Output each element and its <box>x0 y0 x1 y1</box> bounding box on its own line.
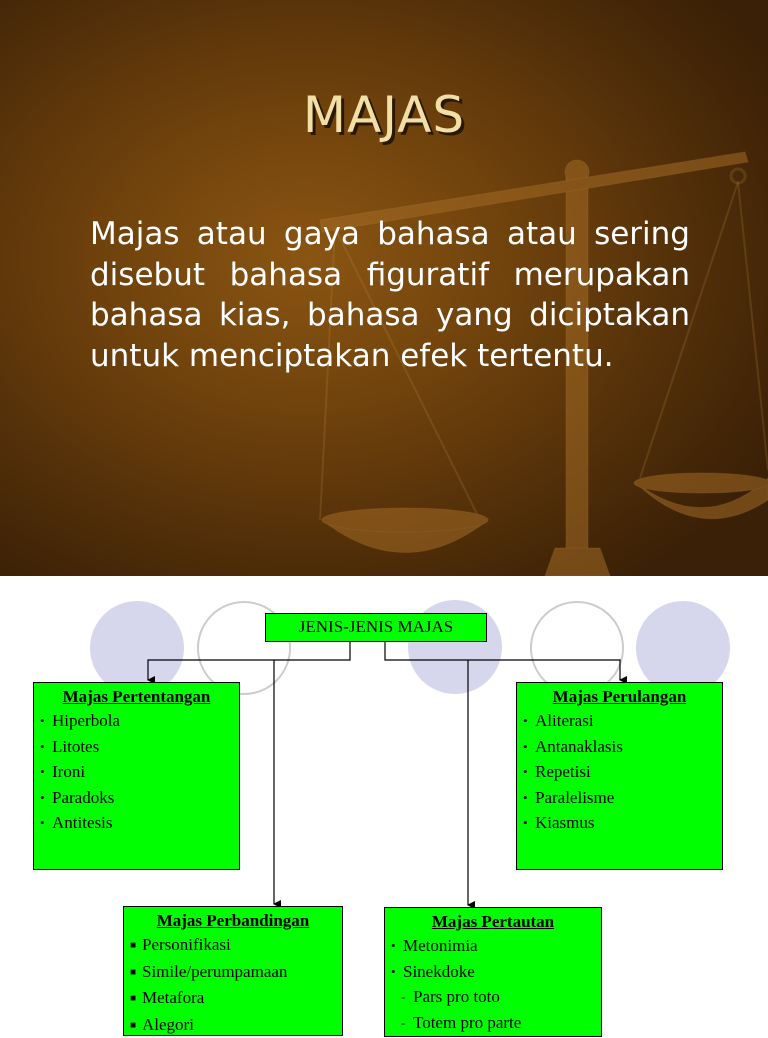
bullet-dot-icon: • <box>523 708 535 734</box>
item-list <box>124 932 342 1038</box>
root-node-jenis-jenis-majas: JENIS-JENIS MAJAS <box>265 613 487 642</box>
bullet-dot-icon: • <box>40 785 52 811</box>
bullet-square-icon: ■ <box>130 1013 142 1038</box>
list-item: • Metonimia <box>391 933 601 959</box>
list-item: • Paradoks <box>40 785 239 811</box>
list-item: • Ironi <box>40 759 239 785</box>
list-item: • Antanaklasis <box>523 734 722 760</box>
bullet-dot-icon: • <box>523 810 535 836</box>
box-title: Majas Perbandingan <box>124 907 342 932</box>
item-list <box>517 708 722 836</box>
list-item: • Sinekdoke <box>391 959 601 985</box>
item-list <box>385 933 601 1035</box>
box-title: Majas Perulangan <box>517 683 722 708</box>
bullet-square-icon: ■ <box>130 960 142 986</box>
box-majas-perbandingan <box>123 906 343 1036</box>
list-item: ■ Alegori <box>130 1012 342 1038</box>
list-item: • Litotes <box>40 734 239 760</box>
dash-marker-icon: - <box>401 1010 413 1036</box>
list-item: ■ Simile/perumpamaan <box>130 959 342 986</box>
dash-marker-icon: - <box>401 984 413 1010</box>
list-item: • Aliterasi <box>523 708 722 734</box>
list-subitem: - Totem pro parte <box>391 1010 601 1036</box>
bullet-square-icon: ■ <box>130 933 142 959</box>
list-subitem: - Pars pro toto <box>391 984 601 1010</box>
list-item: ■ Personifikasi <box>130 932 342 959</box>
slide-body-text: Majas atau gaya bahasa atau sering disebut bahasa figuratif merupakan bahasa kias, bahasa yang diciptakan untuk menciptakan efek tertentu. <box>90 214 690 376</box>
list-item: • Antitesis <box>40 810 239 836</box>
box-title: Majas Pertentangan <box>34 683 239 708</box>
bullet-dot-icon: • <box>40 810 52 836</box>
bullet-dot-icon: • <box>40 708 52 734</box>
box-majas-pertautan <box>384 907 602 1037</box>
bullet-dot-icon: • <box>523 785 535 811</box>
bullet-dot-icon: • <box>391 959 403 985</box>
box-title: Majas Pertautan <box>385 908 601 933</box>
list-item: • Repetisi <box>523 759 722 785</box>
list-item: • Hiperbola <box>40 708 239 734</box>
slide-title: MAJAS <box>0 86 768 144</box>
item-list <box>34 708 239 836</box>
box-majas-pertentangan <box>33 682 240 870</box>
list-item: ■ Metafora <box>130 985 342 1012</box>
bullet-dot-icon: • <box>40 734 52 760</box>
list-item: • Kiasmus <box>523 810 722 836</box>
box-majas-perulangan <box>516 682 723 870</box>
bullet-dot-icon: • <box>523 759 535 785</box>
bullet-dot-icon: • <box>523 734 535 760</box>
bullet-dot-icon: • <box>40 759 52 785</box>
list-item: • Paralelisme <box>523 785 722 811</box>
bullet-dot-icon: • <box>391 933 403 959</box>
slide-2 <box>0 576 768 1024</box>
bullet-square-icon: ■ <box>130 986 142 1012</box>
